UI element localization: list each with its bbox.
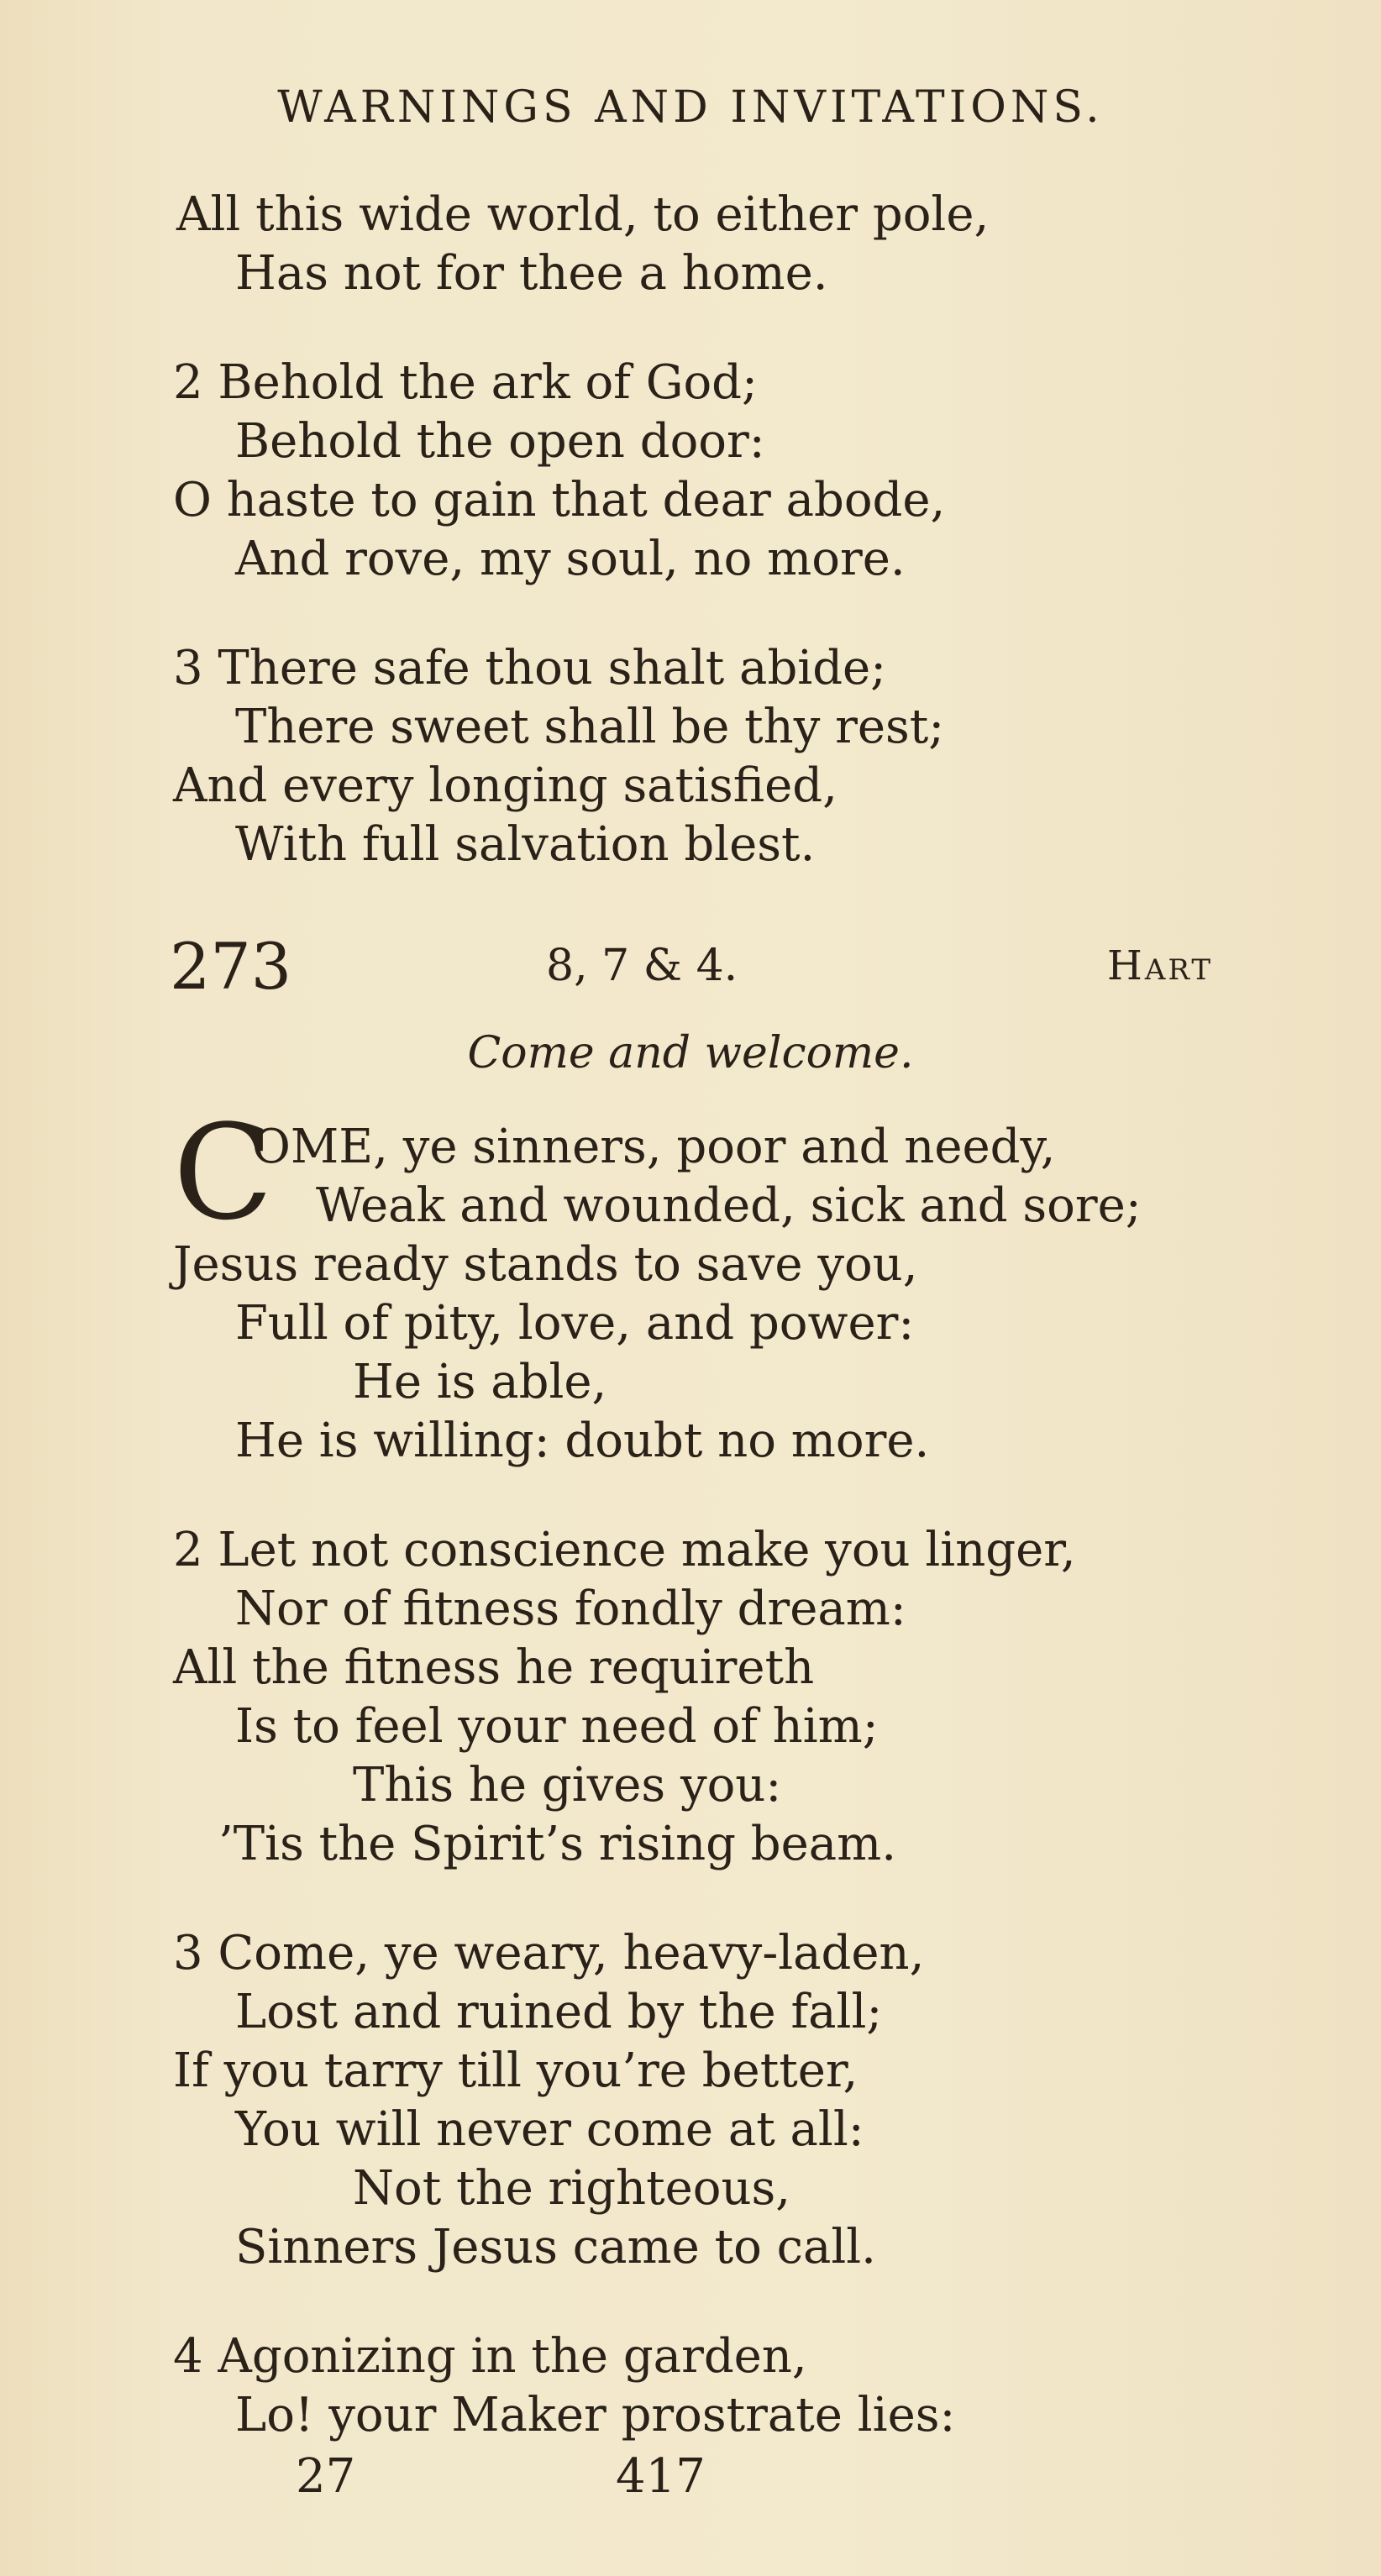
- verse-line: He is willing: doubt no more.: [235, 1414, 930, 1468]
- verse-line: All the fitness he requireth: [173, 1640, 815, 1695]
- verse-line: If you tarry till you’re better,: [173, 2043, 859, 2098]
- verse-line: ’Tis the Spirit’s rising beam.: [218, 1817, 897, 1871]
- verse-line: Weak and wounded, sick and sore;: [316, 1178, 1142, 1233]
- verse-line: Behold the open door:: [235, 414, 765, 469]
- verse-line: 3 Come, ye weary, heavy-laden,: [173, 1926, 925, 1981]
- verse-line: Lo! your Maker prostrate lies:: [235, 2388, 956, 2442]
- verse-line: 4 Agonizing in the garden,: [173, 2329, 807, 2384]
- verse-line: 2 Let not conscience make you linger,: [173, 1523, 1076, 1577]
- hymn-number: 273: [170, 929, 292, 1004]
- verse-line: Has not for thee a home.: [235, 246, 828, 301]
- verse-line: And every longing satisfied,: [173, 758, 838, 813]
- running-head: WARNINGS AND INVITATIONS.: [277, 82, 1104, 133]
- hymn-meter: 8, 7 & 4.: [546, 941, 738, 991]
- verse-line: With full salvation blest.: [235, 817, 816, 872]
- tune-name: Hart: [1107, 942, 1214, 989]
- verse-line: Nor of fitness fondly dream:: [235, 1582, 906, 1636]
- drop-cap: C: [173, 1096, 274, 1249]
- verse-line: Is to feel your need of him;: [235, 1699, 879, 1754]
- verse-line: Lost and ruined by the fall;: [235, 1985, 883, 2039]
- verse-line: You will never come at all:: [235, 2102, 864, 2157]
- verse-line: O haste to gain that dear abode,: [173, 473, 946, 527]
- verse-line: Jesus ready stands to save you,: [173, 1237, 918, 1292]
- verse-line: There sweet shall be thy rest;: [235, 700, 945, 754]
- page-number: 417: [616, 2449, 706, 2504]
- signature-mark: 27: [296, 2449, 356, 2504]
- verse-line: Sinners Jesus came to call.: [235, 2220, 876, 2274]
- hymn-header: [0, 929, 1381, 1004]
- verse-line: OME, ye sinners, poor and needy,: [252, 1120, 1056, 1174]
- verse-line: 3 There safe thou shalt abide;: [173, 641, 887, 695]
- verse-line: Not the righteous,: [353, 2161, 791, 2216]
- verse-line: All this wide world, to either pole,: [176, 187, 990, 242]
- verse-line: He is able,: [353, 1355, 607, 1409]
- verse-line: 2 Behold the ark of God;: [173, 355, 758, 410]
- hymn-subtitle: Come and welcome.: [467, 1028, 914, 1078]
- verse-line: Full of pity, love, and power:: [235, 1296, 915, 1351]
- verse-line: This he gives you:: [353, 1758, 782, 1813]
- verse-line: And rove, my soul, no more.: [235, 532, 906, 586]
